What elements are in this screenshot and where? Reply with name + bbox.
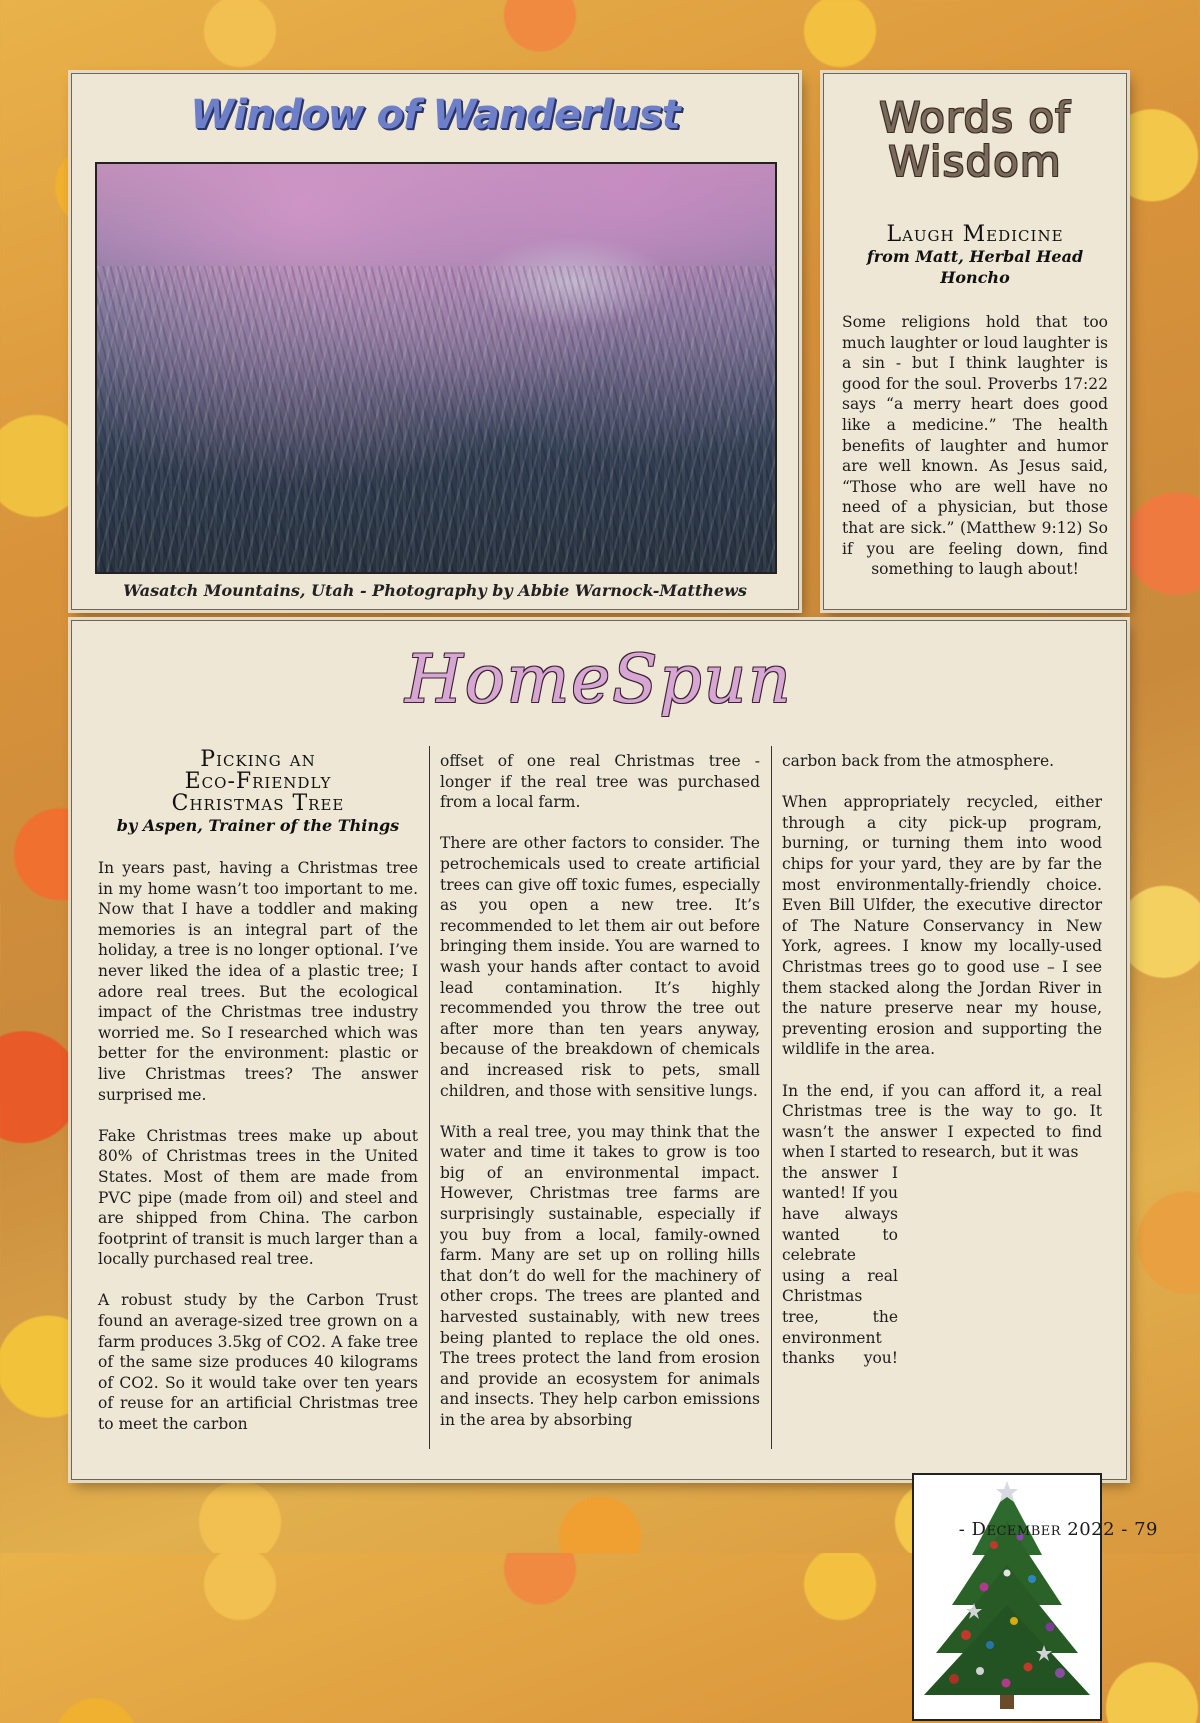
page-footer: - December 2022 - 79 [958, 1519, 1158, 1540]
article-byline: by Aspen, Trainer of the Things [116, 816, 400, 835]
wisdom-byline: from Matt, Herbal Head Honcho [866, 247, 1084, 287]
article-col3-wrap-text [782, 1163, 898, 1369]
paragraph: With a real tree, you may think that the water and time it takes to grow is too big of an environmental impact. However, Christmas tree farms are surprisingly sustainable, especially if you buy from a local, family-owned farm. Many are set up on rolling hills that don’t do well for the machinery of other crops. The trees are planted and harvested sustainably, with new trees being planted to replace the old ones. The trees protect the land from erosion and provide an ecosystem for animals and insects. They help carbon emissions in the area by absorbing [440, 1122, 760, 1429]
wisdom-body [842, 312, 1108, 580]
paragraph: the answer I wanted! If you have always wanted to celebrate using a real Christmas tree, the environment thanks you! [782, 1163, 898, 1368]
column-divider [771, 746, 772, 1449]
christmas-tree-image [912, 1473, 1102, 1721]
wisdom-title-line2: Wisdom [888, 137, 1062, 186]
paragraph: carbon back from the atmosphere. [782, 752, 1055, 770]
wanderlust-panel [71, 73, 799, 610]
article-col1-text [98, 858, 418, 1435]
article-heading-line1: Picking an [200, 747, 316, 772]
paragraph: In years past, having a Christmas tree in my home wasn’t too important to me. Now that I have a toddler and making memories is an integral part of the holiday, a tree is no longer optional. I’ve never liked the idea of a plastic tree; I adore real trees. But the ecological impact of the Christmas tree industry worried me. So I researched which was better for the environment: plastic or live Christmas trees? The answer surprised me. [98, 859, 418, 1104]
homespun-title: HomeSpun [405, 641, 793, 718]
mountain-photo [95, 162, 777, 574]
article-heading-block [108, 749, 408, 836]
article-heading-line2: Eco-Friendly [184, 769, 332, 794]
paragraph: In the end, if you can afford it, a real Christmas tree is the way to go. It wasn’t the answer I expected to find when I started to research, but it was [782, 1081, 1102, 1162]
paragraph: There are other factors to consider. The petrochemicals used to create artificial trees can give off toxic fumes, especially as you open a new tree. It’s recommended to let them air out before bringing them inside. You are warned to wash your hands after contact to avoid lead contamination. It’s highly recommended you throw the tree out after more than ten years anyway, because of the breakdown of chemicals and increased risk to pets, small children, and those with sensitive lungs. [440, 834, 760, 1100]
wisdom-heading-block [844, 224, 1106, 288]
wisdom-title-line1: Words of [879, 93, 1071, 142]
forest-texture [97, 266, 775, 572]
homespun-panel [71, 620, 1127, 1480]
article-col2-text [440, 751, 760, 1431]
paragraph: A robust study by the Carbon Trust found an average-sized tree grown on a farm produces 3.5kg of CO2. A fake tree of the same size produces 40 kilograms of CO2. So it would take over ten years of reuse for an artificial Christmas tree to meet the carbon [98, 1291, 418, 1434]
christmas-tree-icon [914, 1475, 1100, 1719]
wanderlust-title: Window of Wanderlust [190, 92, 680, 138]
article-column-1 [98, 749, 418, 1435]
photo-caption: Wasatch Mountains, Utah - Photography by Abbie Warnock-Matthews [123, 581, 747, 600]
paragraph: offset of one real Christmas tree - longer if the real tree was purchased from a local farm. [440, 752, 760, 812]
wisdom-paragraph: Some religions hold that too much laughter or loud laughter is a sin - but I think laughter is good for the soul. Proverbs 17:22 says “a merry heart does good like a medicine.” The health benefits of laughter and humor are well known. As Jesus said, “Those who are well have no need of a physician, but those that are sick.” (Matthew 9:12) So if you are feeling down, find something to laugh about! [842, 313, 1108, 579]
article-column-2 [440, 751, 760, 1431]
article-col3-text [782, 751, 1102, 1163]
article-heading-line3: Christmas Tree [171, 791, 345, 816]
wisdom-heading: Laugh Medicine [886, 222, 1064, 247]
article-column-3 [782, 751, 1102, 1369]
column-divider [429, 746, 430, 1449]
wisdom-panel [823, 73, 1127, 610]
paragraph: When appropriately recycled, either through a city pick-up program, burning, or turning them into wood chips for your yard, they are by far the most environmentally-friendly choice. Even Bill Ulfder, the executive director of The Nature Conservancy in New York, agrees. I know my locally-used Christmas trees go to good use – I see them stacked along the Jordan River in the nature preserve near my house, preventing erosion and supporting the wildlife in the area. [782, 793, 1102, 1059]
paragraph: Fake Christmas trees make up about 80% of Christmas trees in the United States. Most of them are made from PVC pipe (made from oil) and steel and are shipped from China. The carbon footprint of transit is much larger than a locally purchased real tree. [98, 1126, 418, 1269]
wisdom-title [824, 93, 1126, 186]
